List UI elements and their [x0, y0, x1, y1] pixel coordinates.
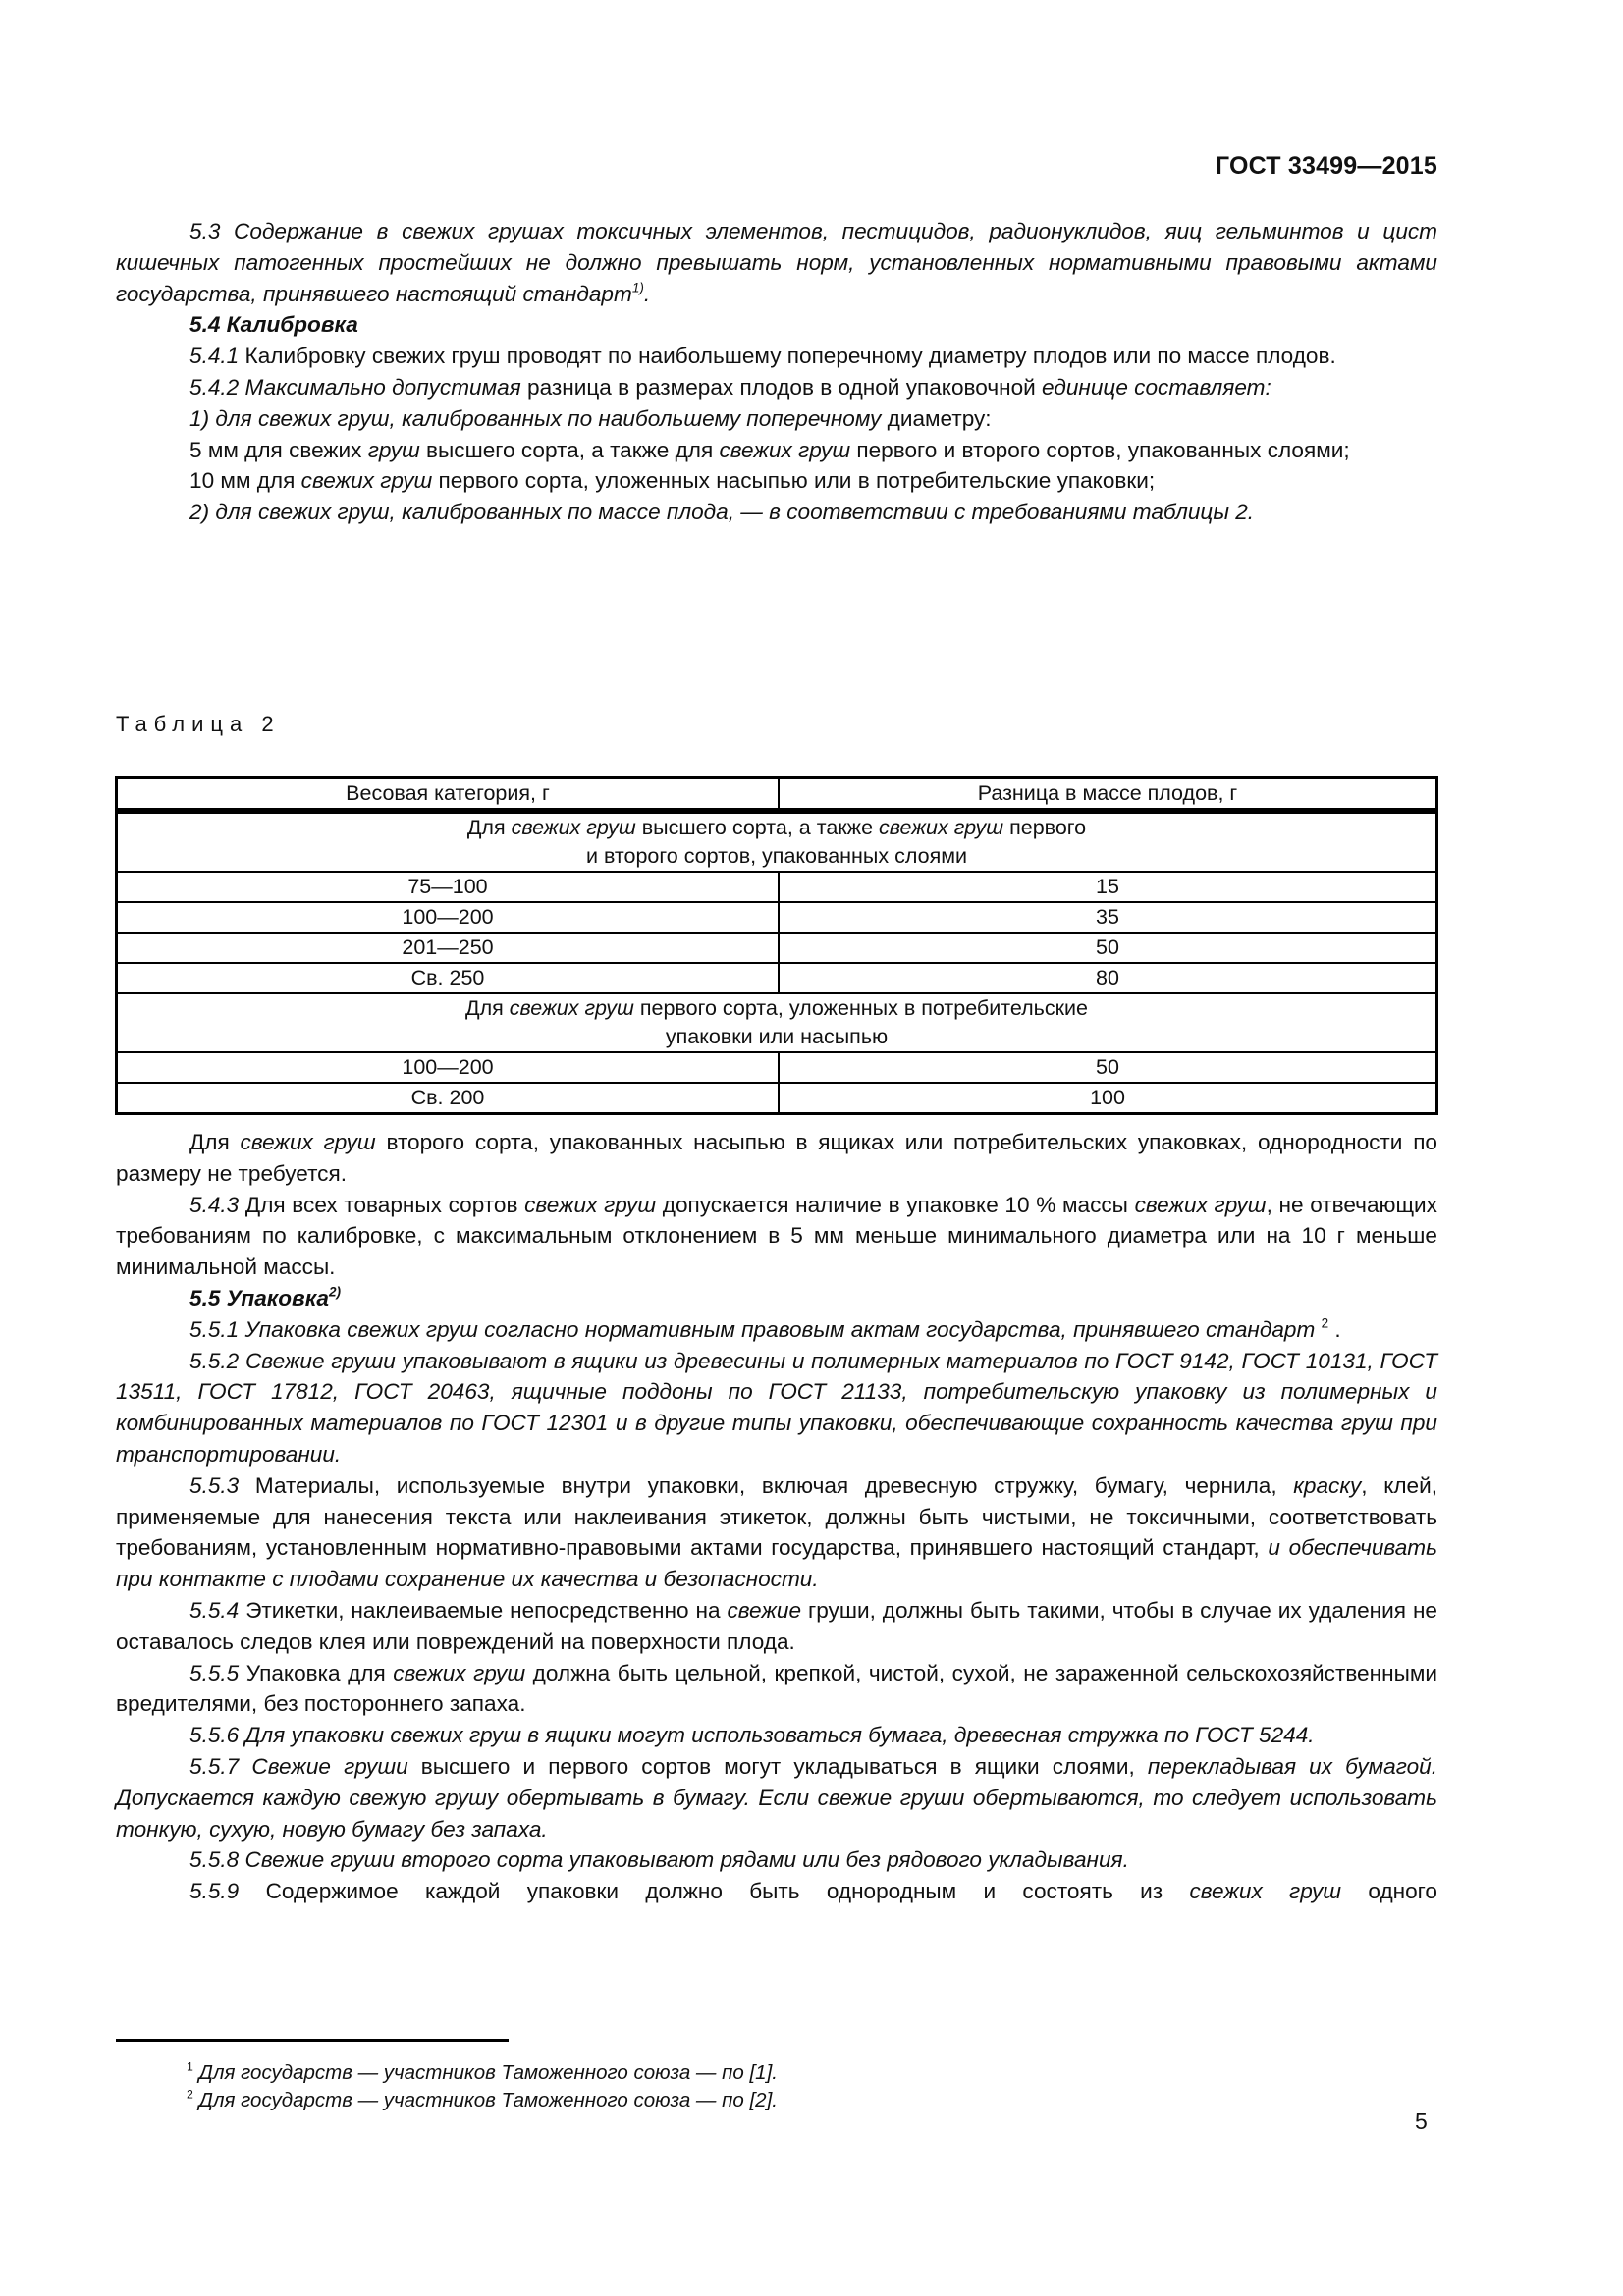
mass-difference-cell: 35 [779, 902, 1437, 933]
paragraph: 5.5.6 Для упаковки свежих груш в ящики могут использоваться бумага, древесная стружка по ГОСТ 5244. [189, 1723, 1315, 1748]
paragraph: 2) для свежих груш, калиброванных по массе плода, — в соответствии с требованиями таблицы 2. [189, 500, 1255, 525]
table-row [117, 872, 1437, 902]
paragraph: 5 мм для свежих груш высшего сорта, а также для свежих груш первого и второго сортов, упакованных слоями; [189, 437, 1350, 462]
paragraph: 5.5.1 Упаковка свежих груш согласно нормативным правовым актам государства, принявшего стандарт $^2$ . [189, 1315, 1341, 1342]
mass-difference-cell: 80 [779, 963, 1437, 993]
paragraph: 5.5.7 Свежие груши высшего и первого сортов могут укладываться в ящики слоями, перекладывая их бумагой. Допускается каждую свежую грушу обертывать в бумагу. Если свежие груши обертываются, то следует использовать тонкую, сухую, новую бумагу без запаха. [116, 1753, 1437, 1842]
table-caption: Таблица 2 [116, 712, 281, 736]
footnote-divider [116, 2039, 509, 2042]
mass-difference-cell: 50 [779, 933, 1437, 963]
document-id-header: ГОСТ 33499—2015 [1215, 152, 1437, 180]
paragraph: 5.5.3 Материалы, используемые внутри упаковки, включая древесную стружку, бумагу, чернила, краску, клей, применяемые для нанесения текста или наклеивания этикеток, должны быть чистыми, не токсичными, соответствовать требованиям, установленным нормативно-правовыми актами государства, принявшего настоящий стандарт, и обеспечивать при контакте с плодами сохранение их качества и безопасности. [116, 1472, 1438, 1592]
column-header-weight-category: Весовая категория, г [117, 778, 780, 812]
page-number: 5 [1415, 2109, 1428, 2134]
weight-category-cell: 75—100 [117, 872, 780, 902]
footnote-mark: 2 [187, 2087, 193, 2102]
mass-difference-cell: 50 [779, 1052, 1437, 1083]
group-title-cell: Для свежих груш первого сорта, уложенных в потребительские упаковки или насыпью [117, 993, 1437, 1052]
paragraph: 5.4.2 Максимально допустимая разница в размерах плодов в одной упаковочной единице составляет: [189, 374, 1271, 400]
body-section-calibration [116, 216, 1437, 528]
table-group-title-row [117, 993, 1437, 1052]
paragraph: 5.5.5 Упаковка для свежих груш должна быть цельной, крепкой, чистой, сухой, не зараженной сельскохозяйственными вредителями, без постороннего запаха. [116, 1660, 1437, 1717]
mass-difference-cell: 15 [779, 872, 1437, 902]
footnote [187, 2087, 778, 2114]
footnotes [187, 2059, 778, 2114]
body-section-packaging [116, 1127, 1437, 1907]
paragraph: 5.4.3 Для всех товарных сортов свежих груш допускается наличие в упаковке 10 % массы свежих груш, не отвечающих требованиям по калибровке, с максимальным отклонением в 5 мм меньше минимального диаметра или на 10 г меньше минимальной массы. [116, 1192, 1437, 1280]
table-row [117, 963, 1437, 993]
paragraph: 5.4.1 Калибровку свежих груш проводят по наибольшему поперечному диаметру плодов или по массе плодов. [189, 344, 1336, 369]
paragraph: 5.5.8 Свежие груши второго сорта упаковывают рядами или без рядового укладывания. [189, 1847, 1129, 1873]
weight-category-cell: 201—250 [117, 933, 780, 963]
footnote-text: Для государств — участников Таможенного союза — по [1]. [192, 2061, 778, 2084]
table-row [117, 933, 1437, 963]
paragraph: 5.5.9 Содержимое каждой упаковки должно быть однородным и состоять из свежих груш одного [189, 1879, 1437, 1904]
table-row [117, 1083, 1437, 1114]
table-group-title-row [117, 811, 1437, 872]
section-heading: 5.4 Калибровка [189, 312, 358, 338]
weight-category-cell: 100—200 [117, 1052, 780, 1083]
section-heading: 5.5 Упаковка$^{2)}$ [189, 1284, 342, 1310]
mass-difference-cell: 100 [779, 1083, 1437, 1114]
footnote-text: Для государств — участников Таможенного союза — по [2]. [192, 2089, 778, 2111]
weight-category-cell: Св. 200 [117, 1083, 780, 1114]
group-title-cell: Для свежих груш высшего сорта, а также свежих груш первого и второго сортов, упакованных слоями [117, 811, 1437, 872]
table-2-weight-categories [115, 776, 1438, 1115]
weight-category-cell: 100—200 [117, 902, 780, 933]
table-header-row [117, 778, 1437, 812]
paragraph: 5.5.2 Свежие груши упаковывают в ящики из древесины и полимерных материалов по ГОСТ 9142, ГОСТ 10131, ГОСТ 13511, ГОСТ 17812, ГОСТ 20463, ящичные поддоны по ГОСТ 21133, потребительскую упаковку из полимерных и комбинированных материалов по ГОСТ 12301 и в другие типы упаковки, обеспечивающие сохранность качества груш при транспортировании. [116, 1348, 1437, 1467]
table-row [117, 902, 1437, 933]
paragraph: Для свежих груш второго сорта, упакованных насыпью в ящиках или потребительских упаковках, однородности по размеру не требуется. [116, 1130, 1438, 1186]
footnote [187, 2059, 778, 2087]
footnote-mark: 1 [187, 2059, 193, 2074]
paragraph: 5.3 Содержание в свежих грушах токсичных элементов, пестицидов, радионуклидов, яиц гельминтов и цист кишечных патогенных простейших не должно превышать норм, установленных нормативными правовыми актами государства, принявшего настоящий стандарт$^{1)}$. [116, 219, 1437, 306]
weight-category-cell: Св. 250 [117, 963, 780, 993]
column-header-mass-difference: Разница в массе плодов, г [779, 778, 1437, 812]
paragraph: 10 мм для свежих груш первого сорта, уложенных насыпью или в потребительские упаковки; [189, 468, 1156, 494]
table-row [117, 1052, 1437, 1083]
paragraph: 5.5.4 Этикетки, наклеиваемые непосредственно на свежие груши, должны быть такими, чтобы в случае их удаления не оставалось следов клея или повреждений на поверхности плода. [116, 1597, 1437, 1654]
paragraph: 1) для свежих груш, калиброванных по наибольшему поперечному диаметру: [189, 405, 992, 431]
